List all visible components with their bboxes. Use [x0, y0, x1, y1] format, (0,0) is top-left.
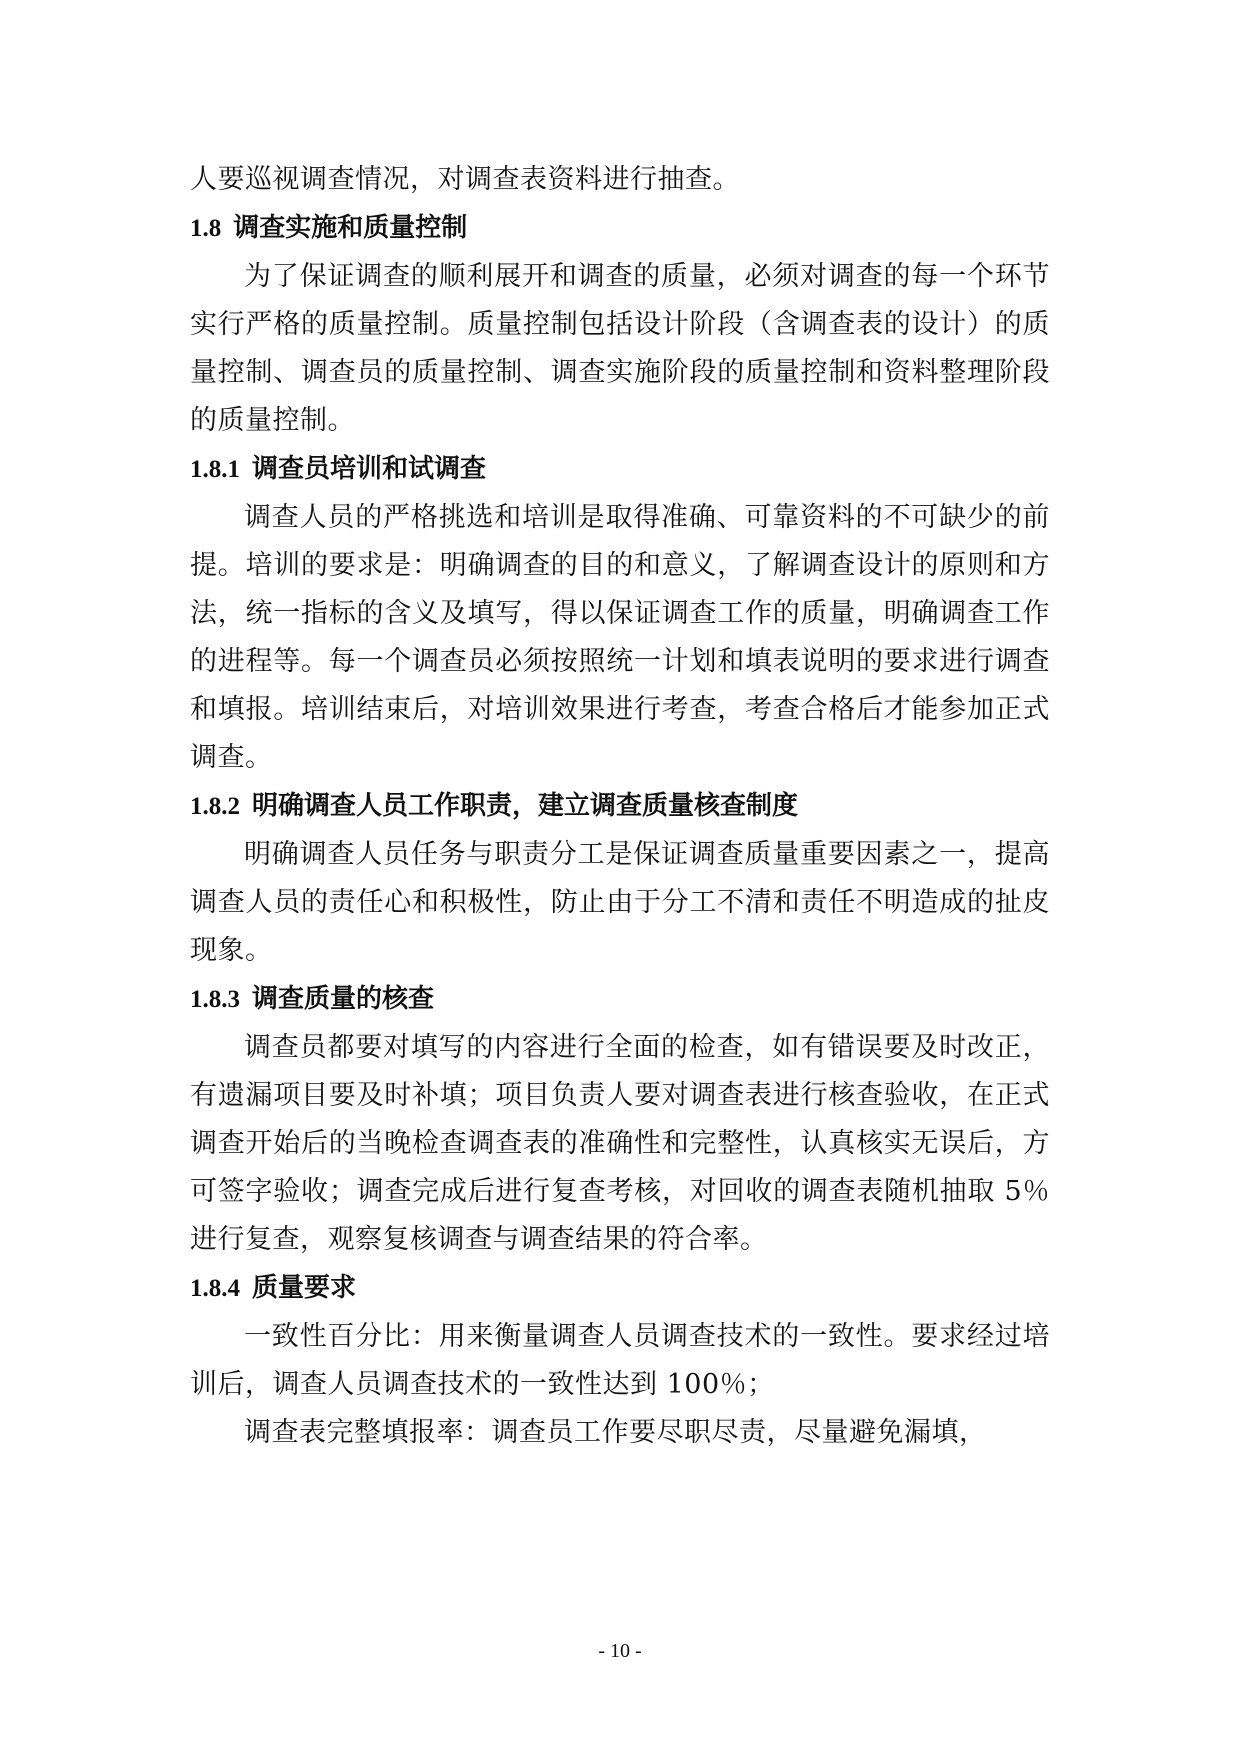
section-number: 1.8.3: [190, 986, 240, 1013]
paragraph: 调查员都要对填写的内容进行全面的检查，如有错误要及时改正，有遗漏项目要及时补填；项目负责人要对调查表进行核查验收，在正式调查开始后的当晚检查调查表的准确性和完整性，认真核实无误后，方可签字验收；调查完成后进行复查考核，对回收的调查表随机抽取 5％进行复查，观察复核调查与调查结果的符合率。: [190, 1032, 1050, 1255]
section-heading: [190, 782, 1050, 831]
paragraph: 为了保证调查的顺利展开和调查的质量，必须对调查的每一个环节实行严格的质量控制。质量控制包括设计阶段（含调查表的设计）的质量控制、调查员的质量控制、调查实施阶段的质量控制和资料整理阶段的质量控制。: [190, 261, 1050, 436]
page-body: [190, 156, 1050, 1457]
paragraph: 人要巡视调查情况，对调查表资料进行抽查。: [190, 164, 740, 195]
paragraph: 明确调查人员任务与职责分工是保证调查质量重要因素之一，提高调查人员的责任心和积极性，防止由于分工不清和责任不明造成的扯皮现象。: [190, 839, 1050, 966]
paragraph: 一致性百分比：用来衡量调查人员调查技术的一致性。要求经过培训后，调查人员调查技术的一致性达到 100％；: [190, 1321, 1050, 1400]
section-title: 明确调查人员工作职责，建立调查质量核查制度: [252, 791, 799, 821]
paragraph: 调查人员的严格挑选和培训是取得准确、可靠资料的不可缺少的前提。培训的要求是：明确调查的目的和意义，了解调查设计的原则和方法，统一指标的含义及填写，得以保证调查工作的质量，明确调查工作的进程等。每一个调查员必须按照统一计划和填表说明的要求进行调查和填报。培训结束后，对培训效果进行考查，考查合格后才能参加正式调查。: [190, 502, 1050, 773]
section-heading: [190, 975, 1050, 1024]
section-title: 调查实施和质量控制: [233, 213, 468, 243]
section-heading: [190, 204, 1050, 253]
page-number: - 10 -: [598, 1640, 642, 1662]
section-title: 质量要求: [252, 1273, 357, 1303]
section-number: 1.8.4: [190, 1275, 240, 1302]
section-heading: [190, 1264, 1050, 1313]
paragraph: 调查表完整填报率：调查员工作要尽职尽责，尽量避免漏填，: [244, 1417, 987, 1448]
section-number: 1.8.2: [190, 793, 240, 820]
section-heading: [190, 445, 1050, 494]
section-number: 1.8: [190, 215, 222, 242]
section-title: 调查员培训和试调查: [252, 454, 487, 484]
section-title: 调查质量的核查: [252, 984, 435, 1014]
section-number: 1.8.1: [190, 456, 240, 483]
